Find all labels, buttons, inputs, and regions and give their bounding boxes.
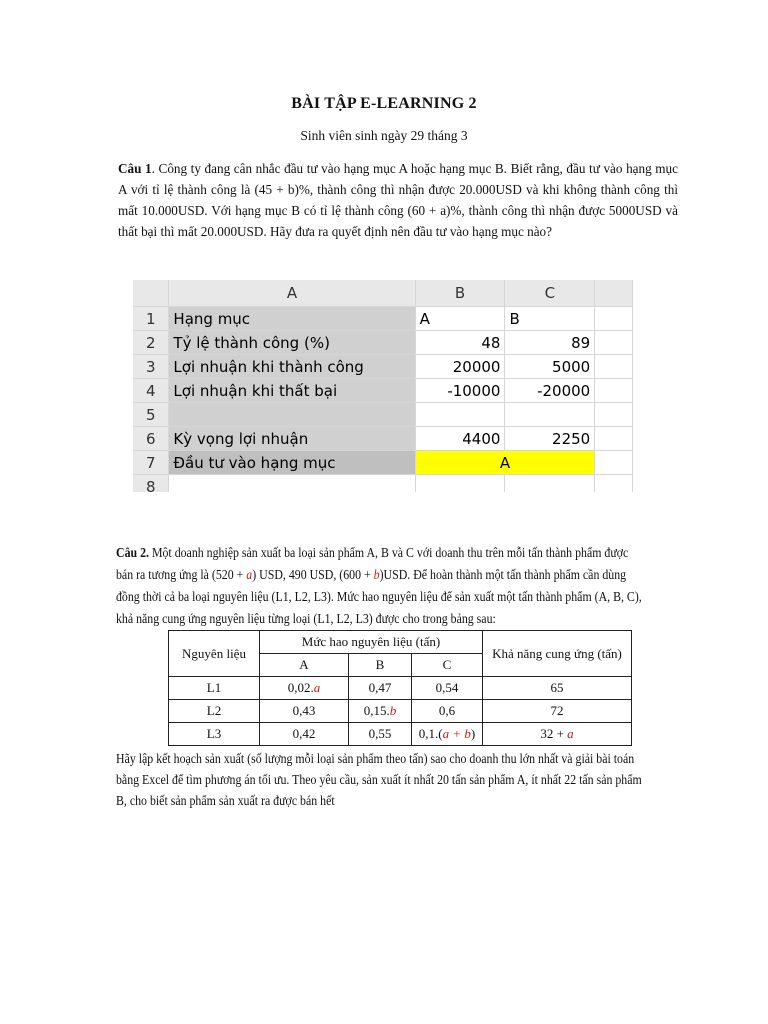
cell-b: 0,15.b — [349, 700, 412, 723]
question-1-text: . Công ty đang cân nhắc đầu tư vào hạng mục A hoặc hạng mục B. Biết rằng, đầu tư vào hạng mục A với tỉ lệ thành công là (45 + b)%, thành công thì nhận được 20.000USD và khi không thành công thì mất 10.000USD. Với hạng mục B có tỉ lệ thành công (60 + a)%, thành công thì nhận được 5000USD và thất bại thì mất 20.000USD. Hãy đưa ra quyết định nên đầu tư vào hạng mục nào? — [118, 161, 679, 239]
row-number: 7 — [133, 451, 169, 475]
row-number: 6 — [133, 427, 169, 451]
question-1-label: Câu 1 — [118, 161, 152, 176]
row-material: L2 — [169, 700, 260, 723]
cell-a: 0,42 — [260, 723, 349, 746]
cell-a: 0,02.a — [260, 677, 349, 700]
cell-label: Đầu tư vào hạng mục — [169, 451, 415, 475]
header-capacity: Khả năng cung ứng (tấn) — [483, 631, 632, 677]
cell-c: B — [505, 307, 595, 331]
cell-c — [505, 403, 595, 427]
cell-label — [169, 403, 415, 427]
row-number: 3 — [133, 355, 169, 379]
excel-row — [133, 403, 633, 427]
question-2-line-2: bán ra tương ứng là (520 + a) USD, 490 USD, (600 + b)USD. Để hoàn thành một tấn thành phẩm cần dùng — [116, 567, 627, 582]
cell-c: 89 — [505, 331, 595, 355]
excel-row — [133, 427, 633, 451]
instructions-line-2: bằng Excel để tìm phương án tối ưu. Theo yêu cầu, sản xuất ít nhất 20 tấn sản phẩm A, ít nhất 22 tấn sản phẩm — [116, 772, 642, 787]
excel-row — [133, 475, 633, 493]
row-number: 8 — [133, 475, 169, 493]
cell-b: 20000 — [415, 355, 505, 379]
corner-cell — [133, 280, 169, 307]
cell-b: -10000 — [415, 379, 505, 403]
row-number: 1 — [133, 307, 169, 331]
column-header-a: A — [169, 280, 415, 307]
question-2-line-1: Một doanh nghiệp sản xuất ba loại sản phẩm A, B và C với doanh thu trên mỗi tấn thành phẩm được — [148, 545, 629, 560]
cell-b: 48 — [415, 331, 505, 355]
cell-label — [169, 475, 415, 493]
cell-capacity: 72 — [483, 700, 632, 723]
header-consumption: Mức hao nguyên liệu (tấn) — [260, 631, 483, 654]
header-product-c: C — [412, 654, 483, 677]
cell-c: 0,1.(a + b) — [412, 723, 483, 746]
excel-screenshot — [133, 280, 633, 492]
cell-b: 0,55 — [349, 723, 412, 746]
cell-c — [505, 475, 595, 493]
cell-label: Tỷ lệ thành công (%) — [169, 331, 415, 355]
header-product-b: B — [349, 654, 412, 677]
cell-label: Kỳ vọng lợi nhuận — [169, 427, 415, 451]
excel-row — [133, 355, 633, 379]
table-header-row — [169, 631, 632, 654]
cell-b: 4400 — [415, 427, 505, 451]
row-material: L1 — [169, 677, 260, 700]
row-number: 4 — [133, 379, 169, 403]
table-row — [169, 723, 632, 746]
cell-c: -20000 — [505, 379, 595, 403]
material-table — [168, 630, 632, 746]
cell-c: 0,54 — [412, 677, 483, 700]
cell-decision: A — [415, 451, 595, 475]
cell-capacity: 65 — [483, 677, 632, 700]
cell-b: 0,47 — [349, 677, 412, 700]
question-2-line-3: đồng thời cả ba loại nguyên liệu (L1, L2, L3). Mức hao nguyên liệu để sản xuất một tấn thành phẩm (A, B, C), — [116, 589, 642, 604]
question-2-line-4: khả năng cung ứng nguyên liệu từng loại (L1, L2, L3) được cho trong bảng sau: — [116, 611, 496, 626]
column-header-row — [133, 280, 633, 307]
table-row — [169, 700, 632, 723]
question-2-instructions — [116, 748, 672, 811]
row-material: L3 — [169, 723, 260, 746]
excel-row — [133, 379, 633, 403]
header-product-a: A — [260, 654, 349, 677]
table-row — [169, 677, 632, 700]
column-header-c: C — [505, 280, 595, 307]
cell-b — [415, 475, 505, 493]
cell-label: Lợi nhuận khi thành công — [169, 355, 415, 379]
cell-c: 2250 — [505, 427, 595, 451]
document-subtitle: Sinh viên sinh ngày 29 tháng 3 — [300, 128, 468, 143]
instructions-line-1: Hãy lập kết hoạch sản xuất (số lượng mỗi loại sản phẩm theo tấn) sao cho doanh thu lớn nhất và giải bài toán — [116, 751, 635, 766]
header-material: Nguyên liệu — [169, 631, 260, 677]
excel-row — [133, 451, 633, 475]
excel-row — [133, 331, 633, 355]
instructions-line-3: B, cho biết sản phẩm sản xuất ra được bán hết — [116, 793, 335, 808]
question-2-label: Câu 2. — [116, 545, 149, 560]
cell-a: 0,43 — [260, 700, 349, 723]
column-header-extra — [595, 280, 633, 307]
question-1 — [118, 158, 678, 242]
row-number: 5 — [133, 403, 169, 427]
cell-b: A — [415, 307, 505, 331]
var-b: b — [373, 567, 380, 582]
cell-capacity: 32 + a — [483, 723, 632, 746]
question-2 — [116, 542, 672, 630]
cell-c: 0,6 — [412, 700, 483, 723]
cell-label: Lợi nhuận khi thất bại — [169, 379, 415, 403]
cell-c: 5000 — [505, 355, 595, 379]
document-title: BÀI TẬP E-LEARNING 2 — [291, 95, 477, 112]
row-number: 2 — [133, 331, 169, 355]
excel-row — [133, 307, 633, 331]
column-header-b: B — [415, 280, 505, 307]
cell-label: Hạng mục — [169, 307, 415, 331]
cell-b — [415, 403, 505, 427]
var-a: a — [246, 567, 253, 582]
